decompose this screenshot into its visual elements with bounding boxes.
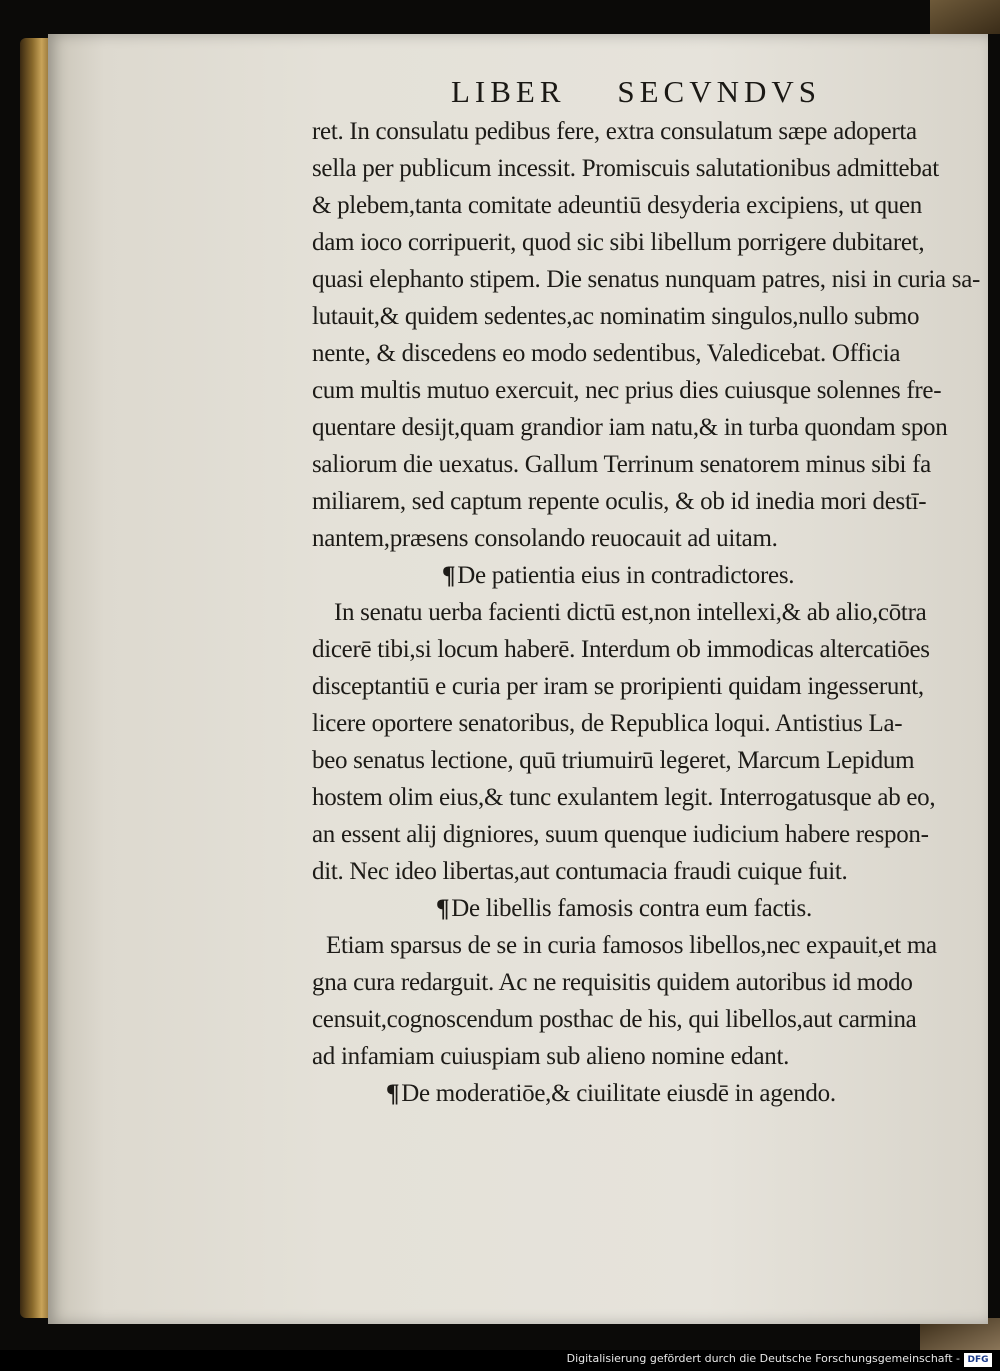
rubric-heading [442, 557, 794, 594]
rubric-heading [386, 1075, 836, 1112]
pilcrow-mark: ¶ [386, 1080, 400, 1107]
text-line: ad infamiam cuiuspiam sub alieno nomine edant. [312, 1043, 790, 1070]
footer-credit: Digitalisierung gefördert durch die Deutsche Forschungsgemeinschaft - [566, 1352, 960, 1365]
footer-bar [0, 1350, 1000, 1371]
text-line: ret. In consulatu pedibus fere, extra consulatum sæpe adoperta [312, 118, 917, 145]
text-line: dicerē tibi,si locum haberē. Interdum ob immodicas altercatiōes [312, 636, 930, 663]
text-line: gna cura redarguit. Ac ne requisitis quidem autoribus id modo [312, 969, 913, 996]
text-line: censuit,cognoscendum posthac de his, qui libellos,aut carmina [312, 1006, 917, 1033]
text-line: lutauit,& quidem sedentes,ac nominatim singulos,nullo submo [312, 303, 920, 330]
text-line: cum multis mutuo exercuit, nec prius dies cuiusque solennes fre- [312, 377, 942, 404]
text-line: disceptantiū e curia per iram se proripienti quidam ingesserunt, [312, 673, 924, 700]
book-corner-top [930, 0, 1000, 34]
text-line: saliorum die uexatus. Gallum Terrinum senatorem minus sibi fa [312, 451, 931, 478]
pilcrow-mark: ¶ [442, 562, 456, 589]
text-line: nente, & discedens eo modo sedentibus, Valedicebat. Officia [312, 340, 901, 367]
text-line: & plebem,tanta comitate adeuntiū desyderia excipiens, ut quen [312, 192, 922, 219]
rubric-text: De patientia eius in contradictores. [457, 562, 795, 589]
text-line: licere oportere senatoribus, de Republica loqui. Antistius La- [312, 710, 903, 737]
running-head [451, 72, 821, 112]
text-line: sella per publicum incessit. Promiscuis salutationibus admittebat [312, 155, 939, 182]
text-line: dam ioco corripuerit, quod sic sibi libellum porrigere dubitaret, [312, 229, 925, 256]
text-line: hostem olim eius,& tunc exulantem legit. Interrogatusque ab eo, [312, 784, 936, 811]
pilcrow-mark: ¶ [436, 895, 450, 922]
text-line: quasi elephanto stipem. Die senatus nunquam patres, nisi in curia sa- [312, 266, 981, 293]
text-line: beo senatus lectione, quū triumuirū legeret, Marcum Lepidum [312, 747, 915, 774]
rubric-heading [436, 890, 812, 927]
text-line: In senatu uerba facienti dictū est,non intellexi,& ab alio,cōtra [334, 599, 927, 626]
rubric-text: De moderatiōe,& ciuilitate eiusdē in agendo. [401, 1080, 836, 1107]
text-line: quentare desijt,quam grandior iam natu,& in turba quondam spon [312, 414, 948, 441]
text-line: miliarem, sed captum repente oculis, & ob id inedia mori destī- [312, 488, 927, 515]
text-line: dit. Nec ideo libertas,aut contumacia fraudi cuique fuit. [312, 858, 848, 885]
running-head-right: SECVNDVS [617, 74, 821, 109]
text-line: an essent alij digniores, suum quenque iudicium habere respon- [312, 821, 929, 848]
text-line: nantem,præsens consolando reuocauit ad uitam. [312, 525, 778, 552]
rubric-text: De libellis famosis contra eum factis. [451, 895, 812, 922]
dfg-logo: DFG [964, 1353, 992, 1367]
text-line: Etiam sparsus de se in curia famosos libellos,nec expauit,et ma [326, 932, 937, 959]
running-head-left: LIBER [451, 74, 566, 109]
